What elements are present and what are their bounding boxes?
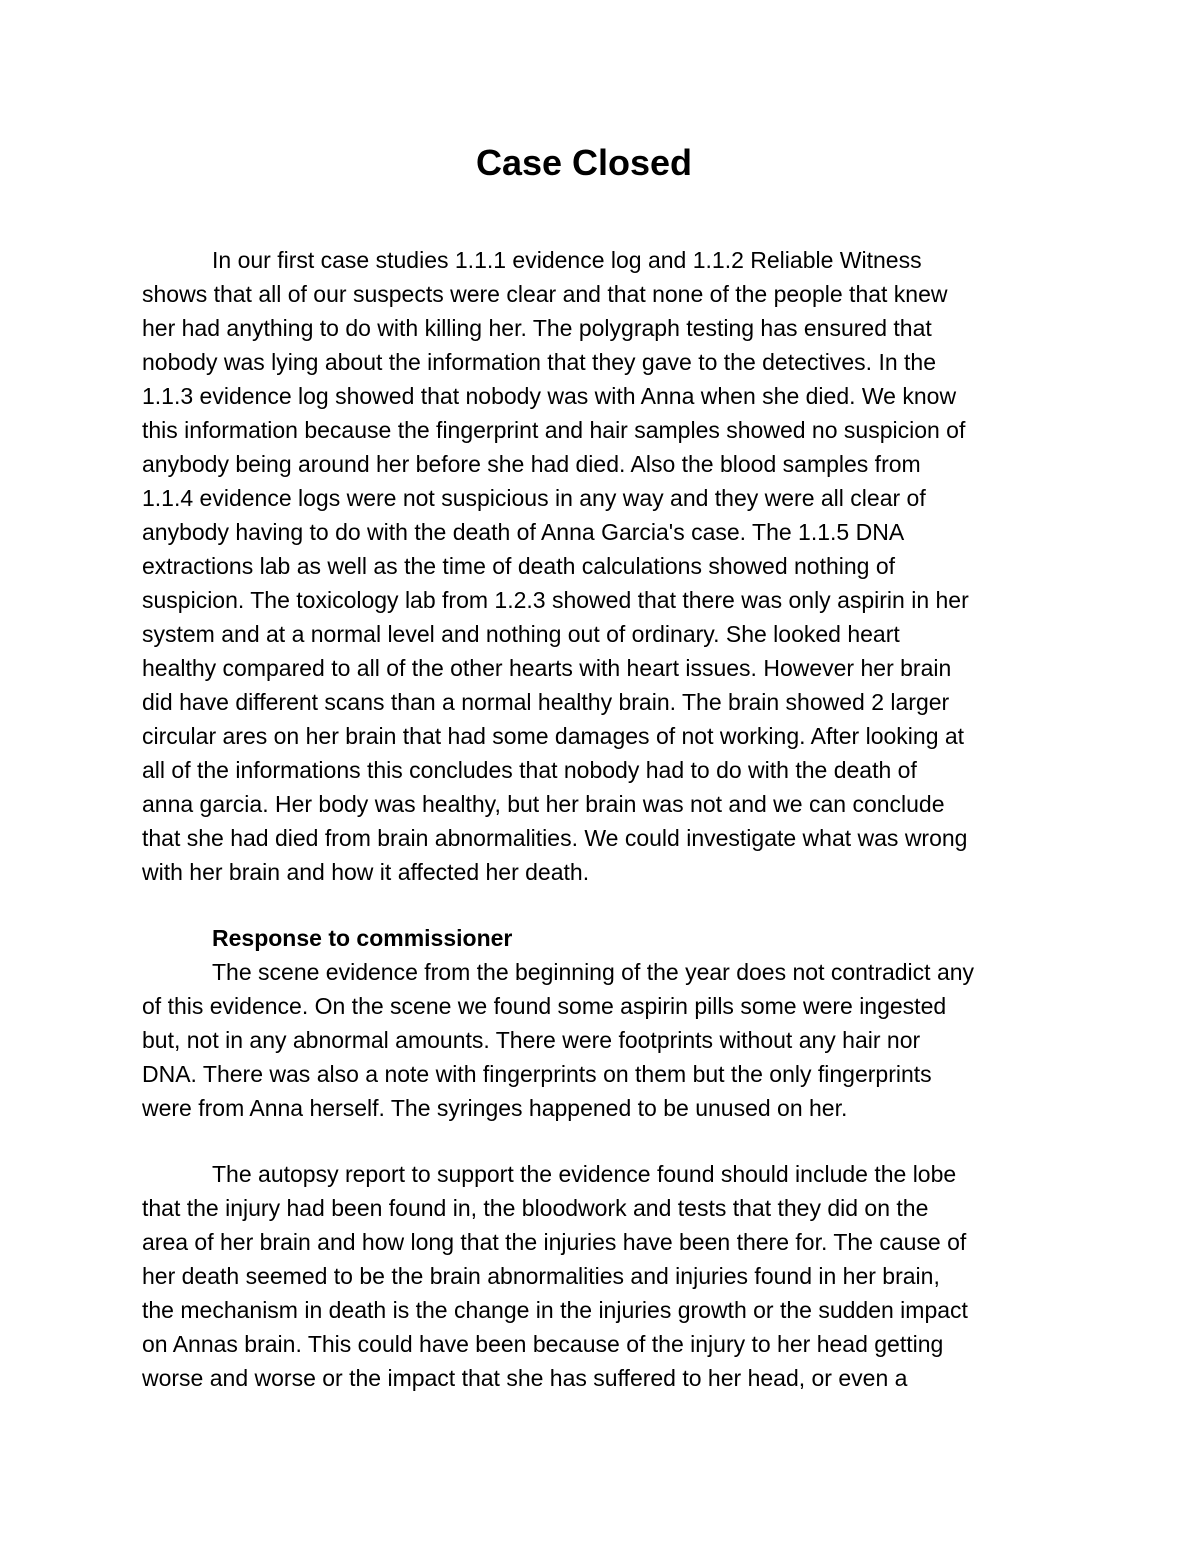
paragraph-3-line: that the injury had been found in, the bloodwork and tests that they did on the [142, 1195, 929, 1221]
paragraph-1-line: 1.1.4 evidence logs were not suspicious in any way and they were all clear of [142, 485, 926, 511]
paragraph-2-line: of this evidence. On the scene we found some aspirin pills some were ingested [142, 993, 947, 1019]
paragraph-1-line: all of the informations this concludes that nobody had to do with the death of [142, 757, 917, 783]
paragraph-3-line: her death seemed to be the brain abnormalities and injuries found in her brain, [142, 1263, 940, 1289]
paragraph-1-line: anna garcia. Her body was healthy, but her brain was not and we can conclude [142, 791, 945, 817]
paragraph-2-line: DNA. There was also a note with fingerprints on them but the only fingerprints [142, 1061, 932, 1087]
section-heading: Response to commissioner [212, 925, 513, 951]
paragraph-3-line: worse and worse or the impact that she has suffered to her head, or even a [142, 1365, 908, 1391]
paragraph-1-line: suspicion. The toxicology lab from 1.2.3 showed that there was only aspirin in her [142, 587, 969, 613]
paragraph-1-line: with her brain and how it affected her death. [142, 859, 590, 885]
paragraph-3-line: the mechanism in death is the change in the injuries growth or the sudden impact [142, 1297, 968, 1323]
paragraph-1-line: did have different scans than a normal healthy brain. The brain showed 2 larger [142, 689, 950, 715]
paragraph-1-line: shows that all of our suspects were clear and that none of the people that knew [142, 281, 948, 307]
paragraph-1-line: this information because the fingerprint and hair samples showed no suspicion of [142, 417, 966, 443]
paragraph-3-line: The autopsy report to support the evidence found should include the lobe [212, 1161, 957, 1187]
paragraph-2-line: but, not in any abnormal amounts. There were footprints without any hair nor [142, 1027, 921, 1053]
paragraph-1-line: system and at a normal level and nothing out of ordinary. She looked heart [142, 621, 900, 647]
paragraph-2-line: The scene evidence from the beginning of the year does not contradict any [212, 959, 975, 985]
page-title: Case Closed [475, 142, 693, 183]
paragraph-1-line: extractions lab as well as the time of death calculations showed nothing of [142, 553, 896, 579]
paragraph-1-line: 1.1.3 evidence log showed that nobody was with Anna when she died. We know [142, 383, 957, 409]
paragraph-1-line: healthy compared to all of the other hearts with heart issues. However her brain [142, 655, 952, 681]
paragraph-1-line: anybody being around her before she had died. Also the blood samples from [142, 451, 921, 477]
paragraph-3-line: on Annas brain. This could have been because of the injury to her head getting [142, 1331, 944, 1357]
paragraph-1-line: anybody having to do with the death of Anna Garcia's case. The 1.1.5 DNA [142, 519, 905, 545]
paragraph-3-line: area of her brain and how long that the injuries have been there for. The cause of [142, 1229, 967, 1255]
paragraph-1-line: her had anything to do with killing her. The polygraph testing has ensured that [142, 315, 932, 341]
paragraph-1-line: In our first case studies 1.1.1 evidence log and 1.1.2 Reliable Witness [212, 247, 922, 273]
paragraph-1-line: nobody was lying about the information that they gave to the detectives. In the [142, 349, 937, 375]
paragraph-1-line: circular ares on her brain that had some damages of not working. After looking at [142, 723, 965, 749]
paragraph-2-line: were from Anna herself. The syringes happened to be unused on her. [142, 1095, 848, 1121]
paragraph-1-line: that she had died from brain abnormalities. We could investigate what was wrong [142, 825, 968, 851]
